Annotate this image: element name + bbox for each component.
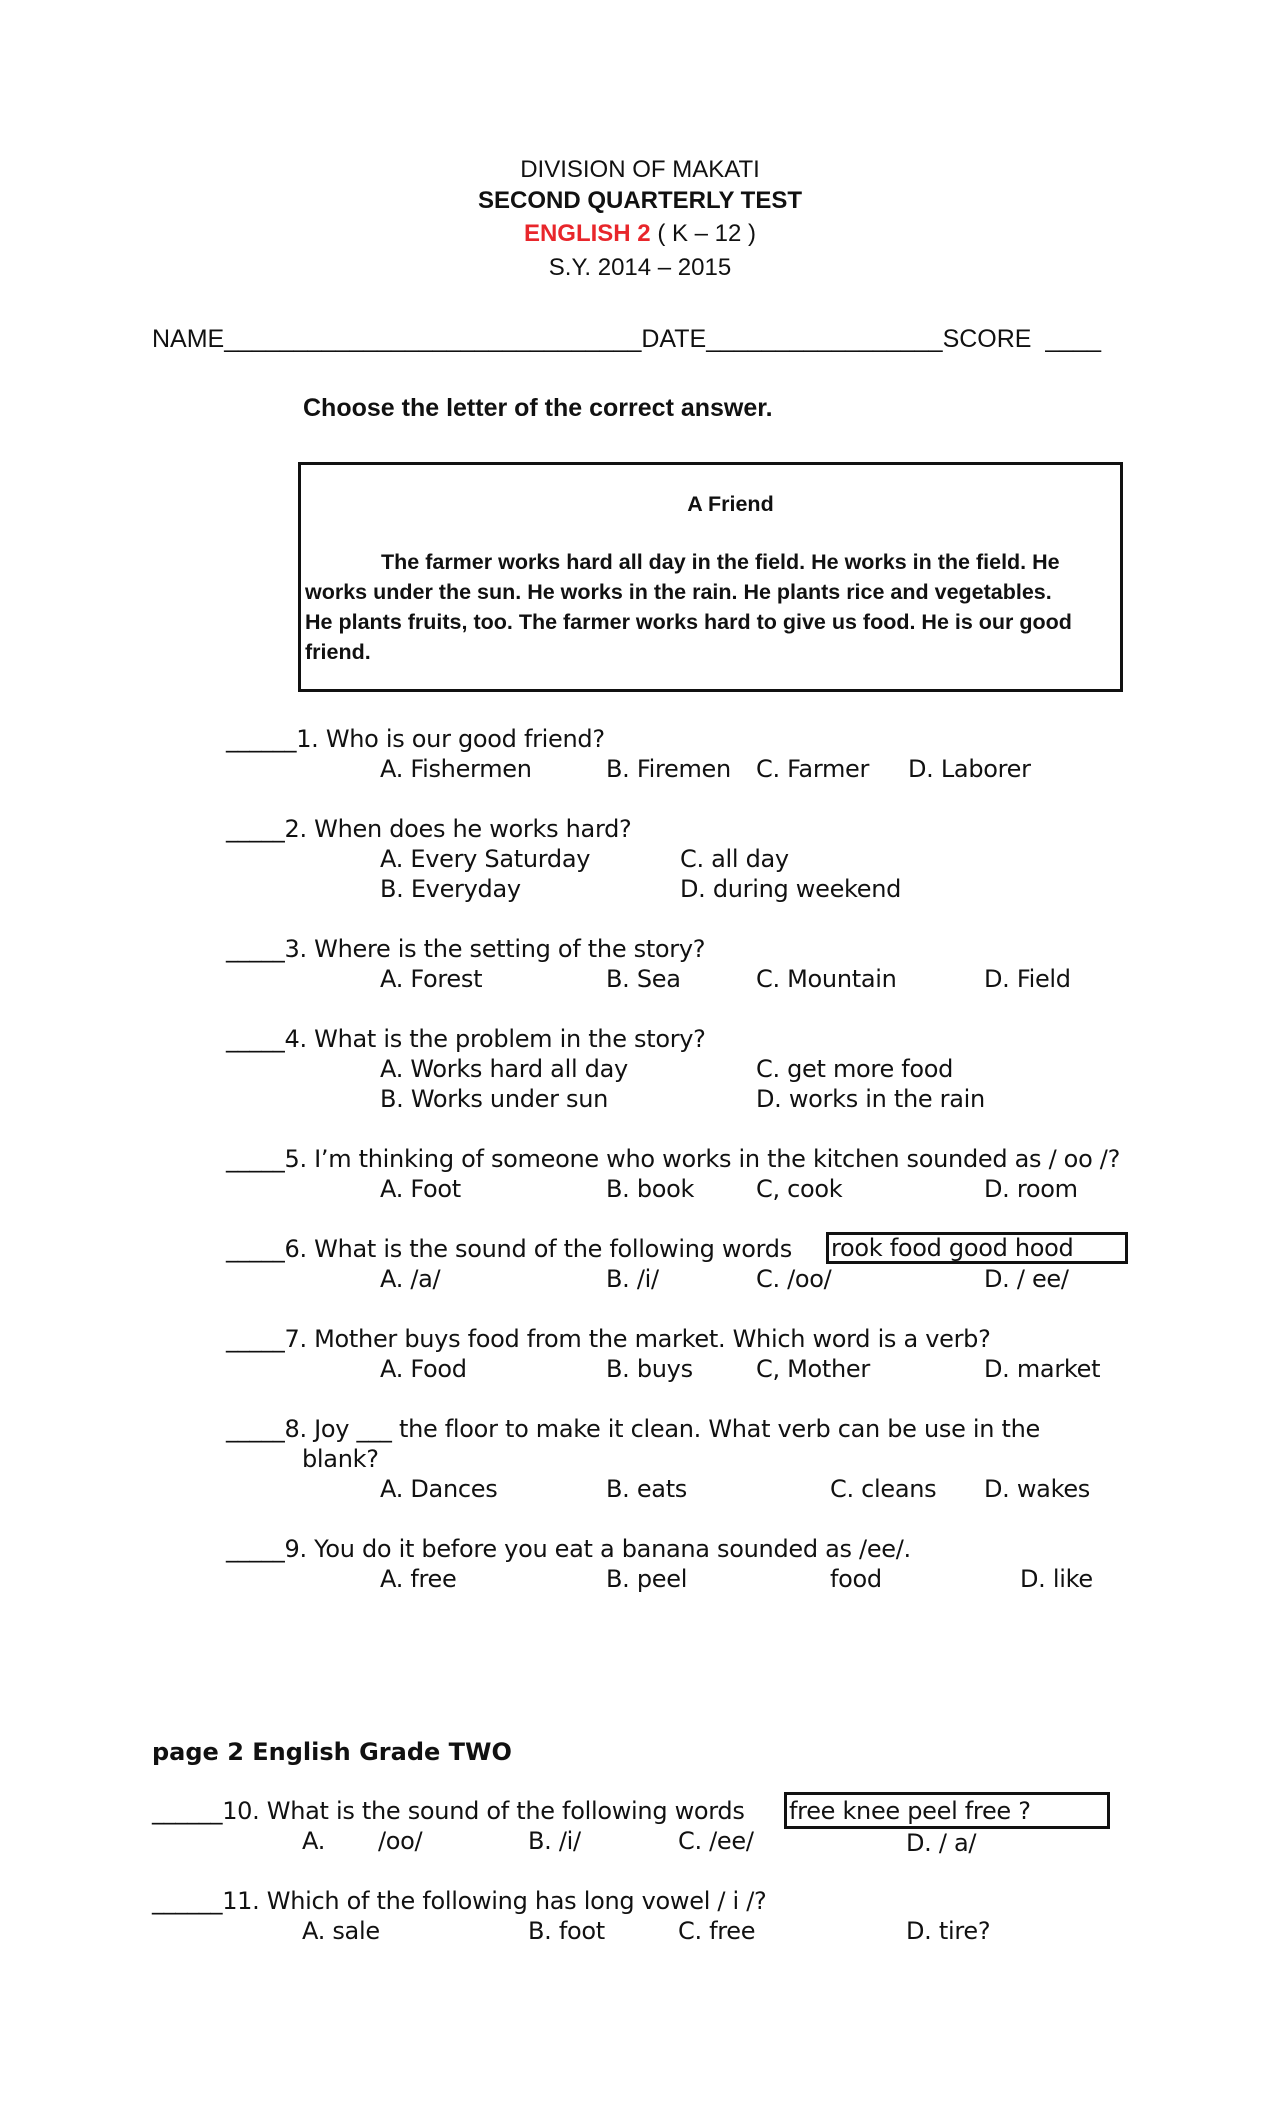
answer-blank[interactable]: _____: [226, 1415, 285, 1443]
choice[interactable]: C. cleans: [830, 1475, 937, 1503]
choice[interactable]: D. Laborer: [908, 755, 1031, 783]
choice[interactable]: D. / a/: [906, 1829, 977, 1857]
choice[interactable]: A. Forest: [380, 965, 483, 993]
choice[interactable]: C. /oo/: [756, 1265, 832, 1293]
score-label: SCORE: [942, 325, 1032, 353]
name-blank[interactable]: ______________________________: [224, 325, 642, 353]
question-text: 8. Joy ___ the floor to make it clean. What verb can be use in the: [284, 1415, 1040, 1443]
choice[interactable]: D. wakes: [984, 1475, 1090, 1503]
choice[interactable]: D. Field: [984, 965, 1071, 993]
passage-box: [298, 462, 1123, 692]
test-title: SECOND QUARTERLY TEST: [477, 187, 803, 214]
answer-blank[interactable]: _____: [226, 1325, 285, 1353]
question-text: 1. Who is our good friend?: [296, 725, 605, 753]
choice[interactable]: C. free: [678, 1917, 756, 1945]
choice[interactable]: D. works in the rain: [756, 1085, 985, 1113]
question-text: 6. What is the sound of the following words: [284, 1235, 792, 1263]
answer-blank[interactable]: ______: [152, 1887, 223, 1915]
choice[interactable]: B. buys: [606, 1355, 693, 1383]
question-9: [226, 1535, 911, 1563]
question-text: 11. Which of the following has long vowel / i /?: [222, 1887, 767, 1915]
answer-blank[interactable]: _____: [226, 1535, 285, 1563]
answer-blank[interactable]: ______: [226, 725, 297, 753]
answer-blank[interactable]: _____: [226, 935, 285, 963]
question-text: 3. Where is the setting of the story?: [284, 935, 706, 963]
question-4: [226, 1025, 706, 1053]
choice[interactable]: A. free: [380, 1565, 457, 1593]
choice[interactable]: C, Mother: [756, 1355, 870, 1383]
choice[interactable]: B. Sea: [606, 965, 681, 993]
question-text: 4. What is the problem in the story?: [284, 1025, 706, 1053]
answer-blank[interactable]: _____: [226, 1235, 285, 1263]
question-6: [226, 1235, 792, 1263]
subject-suffix: ( K – 12 ): [657, 220, 757, 247]
choice[interactable]: C. all day: [680, 845, 789, 873]
passage-line-4: friend.: [305, 640, 371, 664]
school-year: S.Y. 2014 – 2015: [548, 254, 732, 281]
choice[interactable]: B. eats: [606, 1475, 688, 1503]
question-3: [226, 935, 705, 963]
date-label: DATE: [641, 325, 707, 353]
word-box: [826, 1232, 1128, 1264]
choice[interactable]: B. /i/: [606, 1265, 659, 1293]
choice[interactable]: D. like: [1020, 1565, 1093, 1593]
choice[interactable]: A. Dances: [380, 1475, 498, 1503]
choice[interactable]: D. during weekend: [680, 875, 902, 903]
choice[interactable]: B. Everyday: [380, 875, 521, 903]
choice[interactable]: B. /i/: [528, 1827, 581, 1855]
choice[interactable]: A. sale: [302, 1917, 380, 1945]
choice[interactable]: C. /ee/: [678, 1827, 754, 1855]
answer-blank[interactable]: _____: [226, 1145, 285, 1173]
choice[interactable]: D. room: [984, 1175, 1078, 1203]
passage-line-3: He plants fruits, too. The farmer works hard to give us food. He is our good: [305, 610, 1072, 634]
question-7: [226, 1325, 991, 1353]
question-text: 9. You do it before you eat a banana sounded as /ee/.: [284, 1535, 911, 1563]
choice-label[interactable]: A.: [302, 1827, 326, 1855]
date-blank[interactable]: _________________: [706, 325, 943, 353]
answer-blank[interactable]: _____: [226, 815, 285, 843]
question-10: [152, 1797, 745, 1825]
choice[interactable]: B. Works under sun: [380, 1085, 609, 1113]
question-text: 5. I’m thinking of someone who works in the kitchen sounded as / oo /?: [284, 1145, 1121, 1173]
answer-blank[interactable]: ______: [152, 1797, 223, 1825]
score-blank[interactable]: ____: [1045, 325, 1101, 353]
question-text: 10. What is the sound of the following words: [222, 1797, 745, 1825]
choice[interactable]: D. tire?: [906, 1917, 991, 1945]
choice[interactable]: C. Mountain: [756, 965, 897, 993]
choice[interactable]: B. book: [606, 1175, 695, 1203]
page-2-heading: page 2 English Grade TWO: [152, 1738, 512, 1766]
word-box: [784, 1792, 1110, 1829]
choice[interactable]: C, cook: [756, 1175, 843, 1203]
question-text: 2. When does he works hard?: [284, 815, 632, 843]
choice[interactable]: A. Every Saturday: [380, 845, 591, 873]
choice[interactable]: A. Fishermen: [380, 755, 532, 783]
choice[interactable]: B. foot: [528, 1917, 605, 1945]
choice[interactable]: D. market: [984, 1355, 1101, 1383]
choice[interactable]: A. Foot: [380, 1175, 461, 1203]
division-heading: DIVISION OF MAKATI: [520, 156, 760, 183]
instructions: Choose the letter of the correct answer.: [303, 394, 773, 422]
question-1: [226, 725, 605, 753]
choice[interactable]: B. Firemen: [606, 755, 731, 783]
question-text-continued: blank?: [302, 1445, 379, 1473]
choice[interactable]: food: [830, 1565, 882, 1593]
question-text: 7. Mother buys food from the market. Which word is a verb?: [284, 1325, 991, 1353]
question-5: [226, 1145, 1120, 1173]
choice[interactable]: C. get more food: [756, 1055, 954, 1083]
choice[interactable]: C. Farmer: [756, 755, 870, 783]
question-2: [226, 815, 631, 843]
choice[interactable]: A. /a/: [380, 1265, 441, 1293]
choice[interactable]: A. Food: [380, 1355, 467, 1383]
passage-line-1: The farmer works hard all day in the field. He works in the field. He: [381, 550, 1060, 574]
name-label: NAME: [152, 325, 225, 353]
boxed-words: rook food good hood: [831, 1234, 1074, 1262]
choice[interactable]: D. / ee/: [984, 1265, 1069, 1293]
choice[interactable]: B. peel: [606, 1565, 688, 1593]
choice[interactable]: A. Works hard all day: [380, 1055, 628, 1083]
question-8: [226, 1415, 1040, 1443]
answer-blank[interactable]: _____: [226, 1025, 285, 1053]
subject-name: ENGLISH 2: [523, 220, 651, 247]
passage-line-2: works under the sun. He works in the rain. He plants rice and vegetables.: [305, 580, 1052, 604]
passage-title: A Friend: [687, 492, 774, 516]
question-11: [152, 1887, 766, 1915]
boxed-words: free knee peel free ?: [789, 1797, 1031, 1825]
student-info-line: [152, 325, 1101, 354]
choice[interactable]: /oo/: [378, 1827, 423, 1855]
subject-line: [0, 220, 1280, 248]
